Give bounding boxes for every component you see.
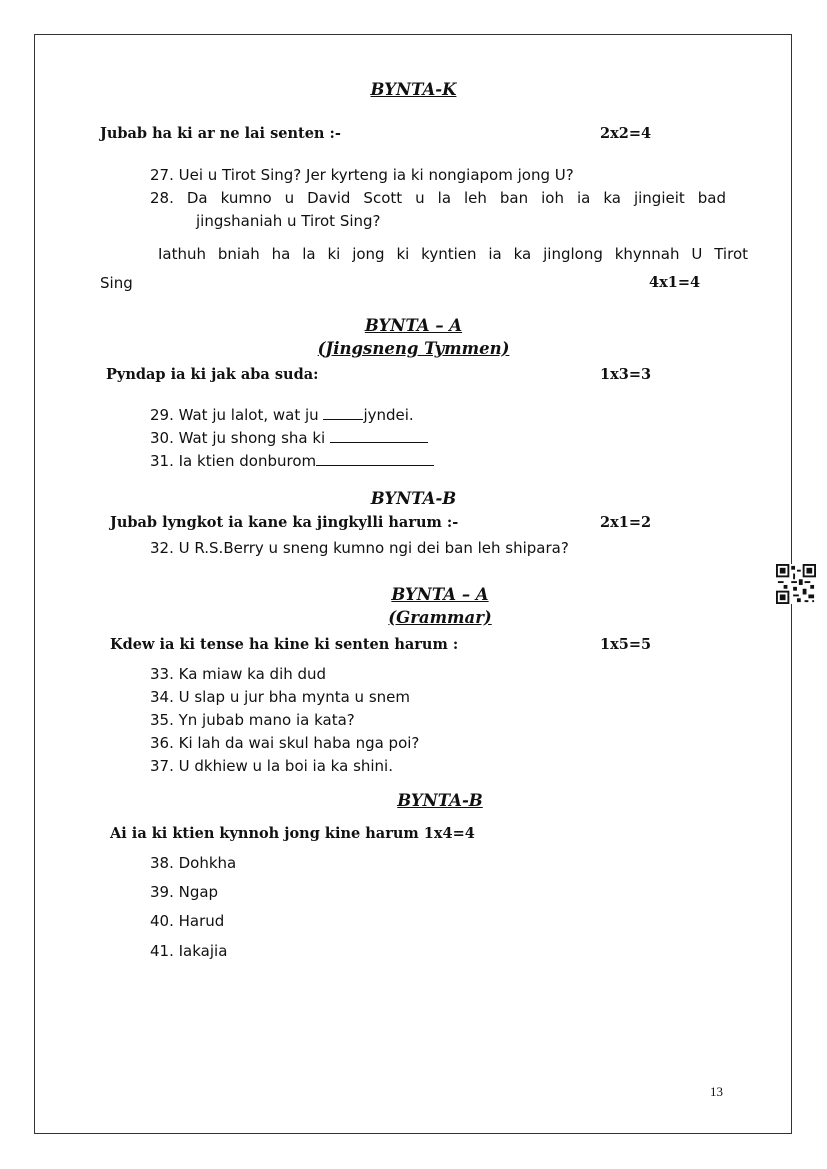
question-38: 38. Dohkha [150,854,237,872]
instruction-4: Kdew ia ki tense ha kine ki senten harum : [110,636,459,653]
question-35: 35. Yn jubab mano ia kata? [150,711,355,729]
page-number: 13 [710,1084,723,1099]
blank-line [323,407,363,420]
paragraph-question-line1: Iathuh bniah ha la ki jong ki kyntien ia ka jinglong khynnah U Tirot [158,245,748,263]
section-heading-bynta-b-1: BYNTA-B [370,489,457,508]
marks-1: 2x2=4 [600,125,652,142]
instruction-1: Jubab ha ki ar ne lai senten :- [100,125,341,142]
question-39: 39. Ngap [150,883,219,901]
section-subheading-jingsneng: (Jingsneng Tymmen) [317,339,510,358]
section-subheading-grammar: (Grammar) [388,608,492,627]
marks-3: 2x1=2 [600,514,652,531]
question-33: 33. Ka miaw ka dih dud [150,665,327,683]
question-29: 29. Wat ju lalot, wat ju jyndei. [150,406,414,424]
question-28-cont: jingshaniah u Tirot Sing? [196,212,381,230]
question-27: 27. Uei u Tirot Sing? Jer kyrteng ia ki nongiapom jong U? [150,166,574,184]
section-heading-bynta-b-2: BYNTA-B [397,791,483,810]
marks-2: 1x3=3 [600,366,652,383]
instruction-5: Ai ia ki ktien kynnoh jong kine harum 1x4=4 [110,825,475,842]
section-heading-bynta-a-1: BYNTA – A [364,316,463,335]
question-31: 31. Ia ktien donburom [150,452,434,470]
question-41: 41. Iakajia [150,942,228,960]
question-40: 40. Harud [150,912,225,930]
instruction-3: Jubab lyngkot ia kane ka jingkylli harum :- [110,514,459,531]
question-28: 28. Da kumno u David Scott u la leh ban ioh ia ka jingieit bad [150,189,726,207]
question-30: 30. Wat ju shong sha ki [150,429,428,447]
question-32: 32. U R.S.Berry u sneng kumno ngi dei ban leh shipara? [150,539,569,557]
question-37: 37. U dkhiew u la boi ia ka shini. [150,757,393,775]
paragraph-marks: 4x1=4 [649,274,701,291]
section-heading-bynta-k: BYNTA-K [370,80,457,99]
question-36: 36. Ki lah da wai skul haba nga poi? [150,734,420,752]
paragraph-question-line2: Sing [100,274,133,292]
question-34: 34. U slap u jur bha mynta u snem [150,688,410,706]
blank-line [316,453,434,466]
instruction-2: Pyndap ia ki jak aba suda: [106,366,319,383]
marks-4: 1x5=5 [600,636,652,653]
blank-line [330,430,428,443]
section-heading-bynta-a-2: BYNTA – A [391,585,489,604]
